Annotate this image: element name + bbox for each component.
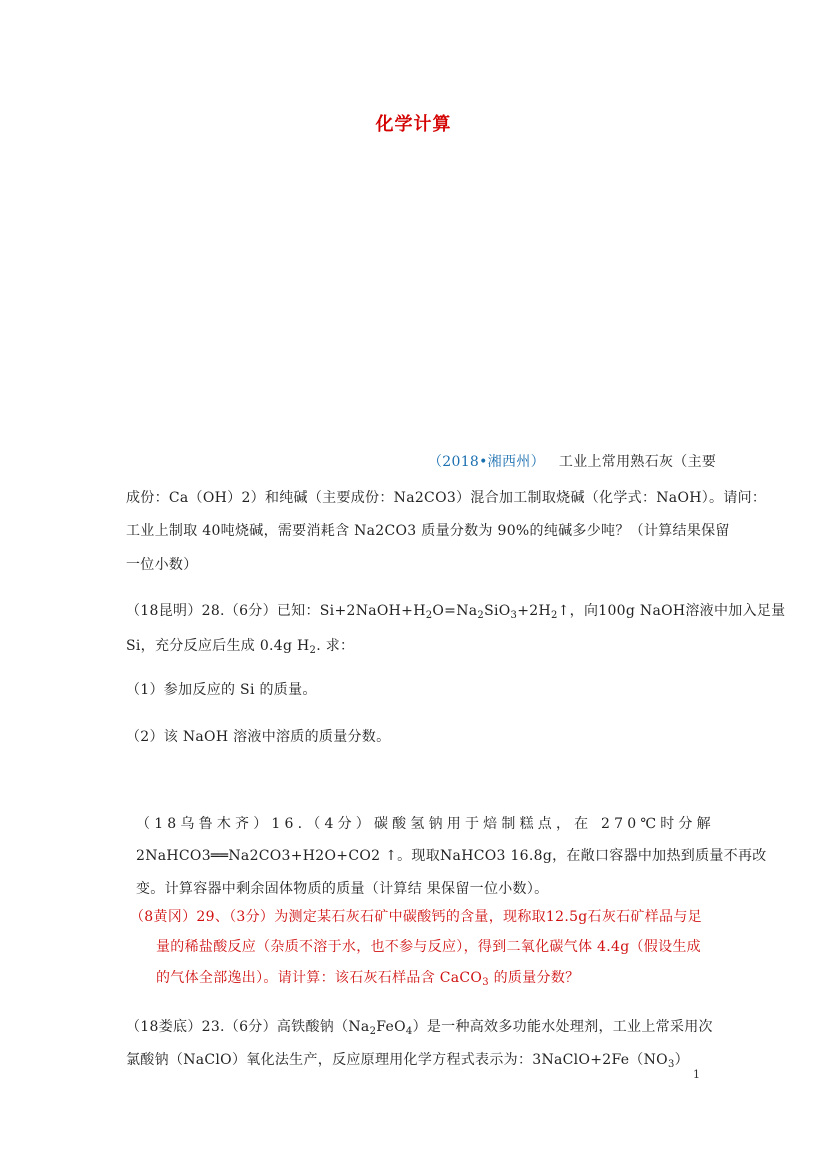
page-number: 1 bbox=[693, 1068, 700, 1081]
q2-line2: Si，充分反应后生成 0.4g $H_2$. 求： bbox=[126, 638, 355, 656]
q2-item1: （1）参加反应的 Si 的质量。 bbox=[126, 682, 317, 698]
q1-source: （2018•湘西州） bbox=[428, 454, 545, 470]
q1-line1: 工业上常用熟石灰（主要 bbox=[558, 454, 717, 470]
q4-line2: 量的稀盐酸反应（杂质不溶于水，也不参与反应），得到二氧化碳气体 4.4g（假设生成 bbox=[156, 939, 701, 955]
q1-line3: 工业上制取 40吨烧碱，需要消耗含 Na2CO3 质量分数为 90%的纯碱多少吨？（计算结果保留 bbox=[126, 523, 730, 539]
q1-line4: 一位小数） bbox=[126, 557, 198, 573]
q3-line3: 变。计算容器中剩余固体物质的质量（计算结 果保留一位小数）。 bbox=[136, 881, 549, 897]
q2-line1: （18昆明）28.（6分）已知：$Si+2NaOH+H_2O=Na_2SiO_3+2H_2↑$，向100g NaOH溶液中加入足量 bbox=[126, 603, 786, 621]
q4-line1: （8黄冈）29、（3分）为测定某石灰石矿中碳酸钙的含量，现称取12.5g石灰石矿样品与足 bbox=[130, 909, 702, 925]
q5-line1: （18娄底）23.（6分）高铁酸钠$(Na_2FeO_4)$是一种高效多功能水处理剂，工业上常采用次 bbox=[126, 1019, 713, 1037]
q3-line2: 2NaHCO3══Na2CO3+H2O+CO2 ↑。现取NaHCO3 16.8g，在敞口容器中加热到质量不再改 bbox=[136, 848, 767, 864]
q1-first-line bbox=[428, 452, 716, 472]
q3-line1: （18乌鲁木齐）16.（4分）碳酸氢钠用于焙制糕点，在 270℃时分解 bbox=[136, 816, 715, 832]
q2-item2: （2）该 NaOH 溶液中溶质的质量分数。 bbox=[126, 729, 391, 745]
q4-line3: 的气体全部逸出）。请计算：该石灰石样品含 CaCO$_3$ 的质量分数？ bbox=[156, 970, 580, 988]
q5-line2: 氯酸钠（NaClO）氧化法生产，反应原理用化学方程式表示为：$3NaClO+2Fe(NO_3)$ bbox=[126, 1052, 689, 1070]
q1-line2: 成份：Ca（OH）2）和纯碱（主要成份：Na2CO3）混合加工制取烧碱（化学式：NaOH）。请问： bbox=[126, 490, 767, 506]
page-title: 化学计算 bbox=[375, 114, 452, 135]
